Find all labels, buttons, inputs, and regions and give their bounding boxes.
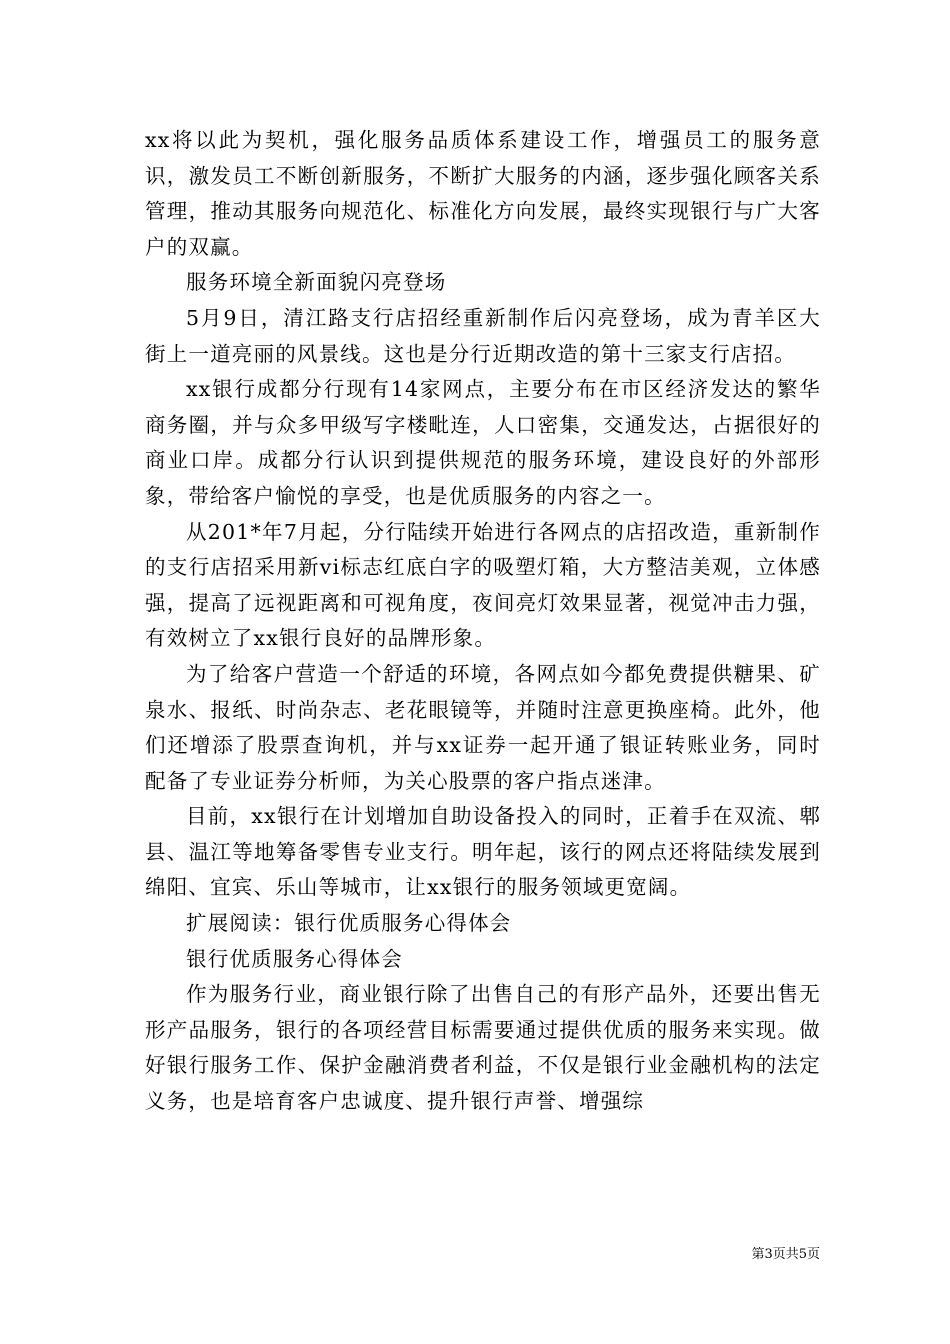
paragraph-6: 为了给客户营造一个舒适的环境，各网点如今都免费提供糖果、矿泉水、报纸、时尚杂志、老花眼镜等，并随时注意更换座椅。此外，他们还增添了股票查询机，并与xx证券一起开通了银证转账业务，同时配备了专业证券分析师，为关心股票的客户指点迷津。 bbox=[145, 661, 821, 793]
paragraph-1: xx将以此为契机，强化服务品质体系建设工作，增强员工的服务意识，激发员工不断创新服务，不断扩大服务的内涵，逐步强化顾客关系管理，推动其服务向规范化、标准化方向发展，最终实现银行与广大客户的双赢。 bbox=[145, 128, 821, 259]
paragraph-10: 作为服务行业，商业银行除了出售自己的有形产品外，还要出售无形产品服务，银行的各项经营目标需要通过提供优质的服务来实现。做好银行服务工作、保护金融消费者利益，不仅是银行业金融机构的法定义务，也是培育客户忠诚度、提升银行声誉、增强综 bbox=[145, 982, 821, 1114]
paragraph-3: 5月9日，清江路支行店招经重新制作后闪亮登场，成为青羊区大街上一道亮丽的风景线。这也是分行近期改造的第十三家支行店招。 bbox=[145, 305, 821, 366]
document-body bbox=[145, 123, 821, 1120]
article-title: 银行优质服务心得体会 bbox=[186, 946, 403, 971]
page-number: 第3页共5页 bbox=[751, 1247, 820, 1262]
paragraph-7: 目前，xx银行在计划增加自助设备投入的同时，正着手在双流、郫县、温江等地筹备零售专业支行。明年起，该行的网点还将陆续发展到绵阳、宜宾、乐山等城市，让xx银行的服务领域更宽阔。 bbox=[145, 804, 821, 900]
section-heading-service-environment: 服务环境全新面貌闪亮登场 bbox=[186, 270, 447, 295]
paragraph-4: xx银行成都分行现有14家网点，主要分布在市区经济发达的繁华商务圈，并与众多甲级写字楼毗连，人口密集，交通发达，占据很好的商业口岸。成都分行认识到提供规范的服务环境，建设良好的外部形象，带给客户愉悦的享受，也是优质服务的内容之一。 bbox=[145, 377, 821, 508]
paragraph-5: 从201*年7月起，分行陆续开始进行各网点的店招改造，重新制作的支行店招采用新vi标志红底白字的吸塑灯箱，大方整洁美观，立体感强，提高了远视距离和可视角度，夜间亮灯效果显著，视觉冲击力强，有效树立了xx银行良好的品牌形象。 bbox=[145, 519, 821, 651]
extended-reading-heading: 扩展阅读：银行优质服务心得体会 bbox=[186, 911, 512, 936]
